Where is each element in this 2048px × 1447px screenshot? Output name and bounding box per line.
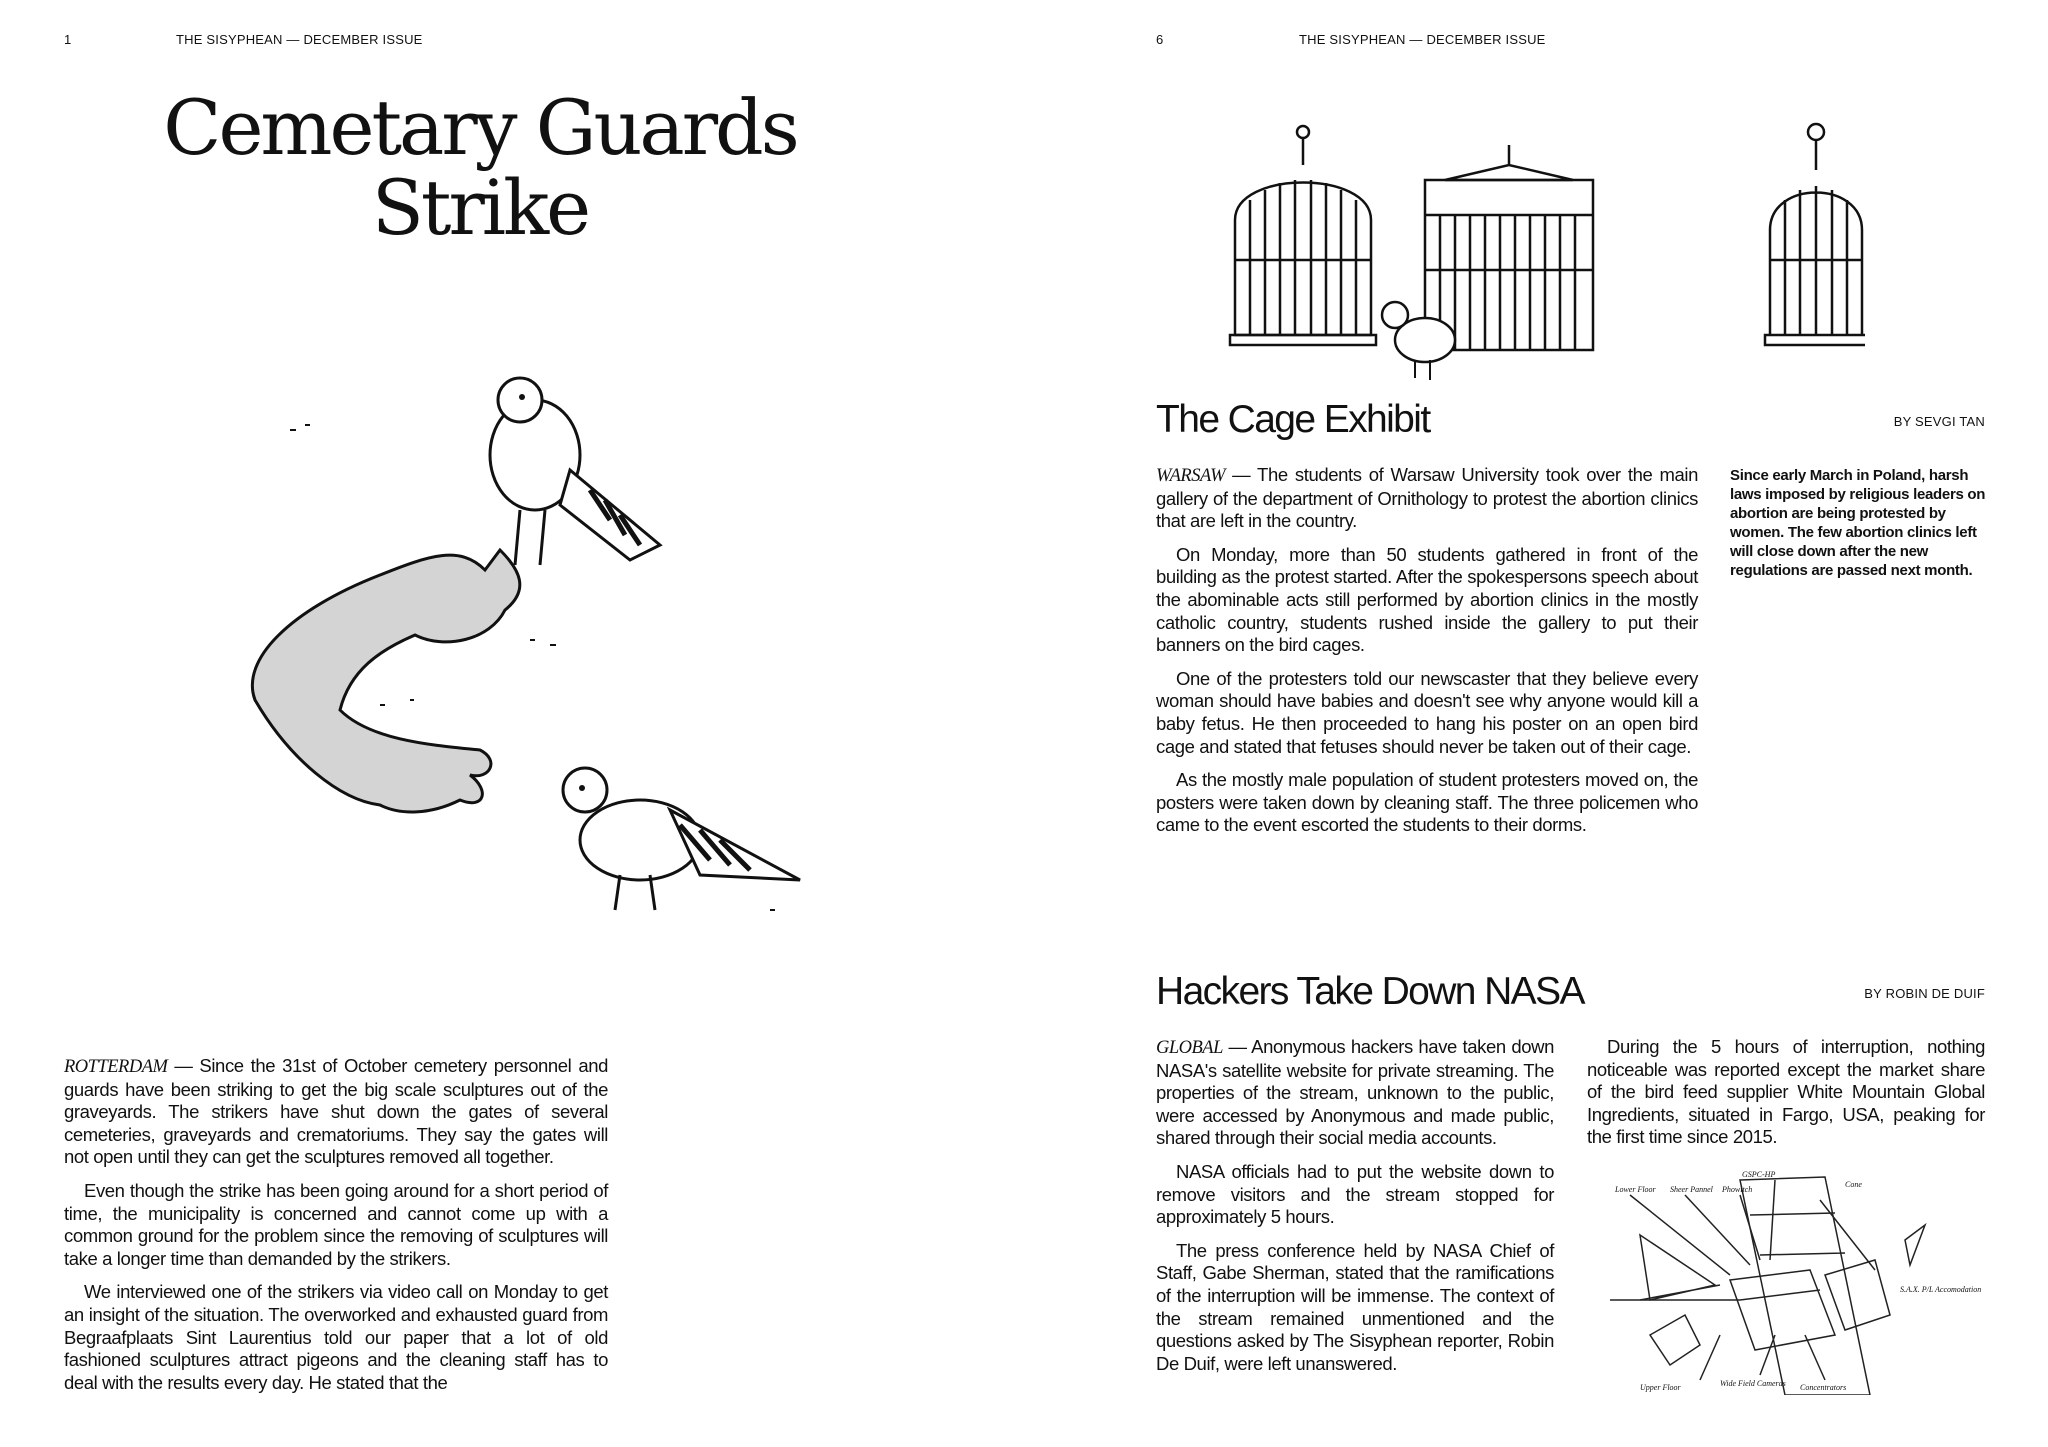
diagram-label: S.A.X. P/L Accomodation [1900,1285,1982,1294]
diagram-label: Lower Floor [1615,1185,1656,1194]
article-body-cemetary [64,1055,608,1405]
diagram-label: GSPC-HP [1742,1170,1776,1179]
title-line-1: Cemetary Guards [163,83,797,172]
paragraph: During the 5 hours of interruption, nothing noticeable was reported except the market share of the bird feed supplier White Mountain Global Ingredients, situated in Fargo, USA, peaking for the first time since 2015. [1587,1036,1985,1148]
diagram-label: Wide Field Cameras [1720,1379,1786,1388]
diagram-label: Phowitch [1722,1185,1753,1194]
paragraph: We interviewed one of the strikers via video call on Monday to get an insight of the situation. The overworked and exhausted guard from Begraafplaats Sint Laurentius told our paper that a lot of old fashioned sculptures attract pigeons and the cleaning staff has to deal with the results every day. He stated that the [64,1281,608,1393]
article-body-cage-exhibit [1156,464,1698,848]
sidebar-note: Since early March in Poland, harsh laws imposed by religious leaders on abortion are being protested by women. The few abortion clinics left will close down after the new regulations are passed next month. [1730,467,1986,579]
headline-hackers-nasa: Hackers Take Down NASA [1156,970,1584,1013]
diagram-label: Concentrators [1800,1383,1847,1392]
dateline: ROTTERDAM [64,1057,168,1077]
headline-cage-exhibit: The Cage Exhibit [1156,398,1430,441]
satellite-diagram [1610,1165,2000,1395]
paragraph: WARSAW — The students of Warsaw University took over the main gallery of the department of Ornithology to protest the abortion clinics that are left in the country. [1156,464,1698,532]
byline-robin-de-duif: BY ROBIN DE DUIF [1864,986,1985,1001]
running-head-left: THE SISYPHEAN — DECEMBER ISSUE [176,32,423,47]
paragraph: On Monday, more than 50 students gathered in front of the building as the protest started. After the spokespersons speech about the abominable acts still performed by abortion clinics in the mostly catholic country, students rushed inside the gallery to put their banners on the bird cages. [1156,543,1698,656]
paragraph: One of the protesters told our newscaster that they believe every woman should have babies and doesn't see why anyone would kill a baby fetus. He then proceeded to hang his poster on an open bird cage and stated that fetuses should never be taken out of their cage. [1156,667,1698,757]
bird-cages-illustration [1225,120,1865,385]
title-line-2: Strike [371,163,589,252]
paragraph: Even though the strike has been going around for a short period of time, the municipality is concerned and cannot come up with a common ground for the problem since the removing of sculptures will take a longer time than demanded by the strikers. [64,1179,608,1269]
dateline: WARSAW [1156,466,1225,486]
paragraph: NASA officials had to put the website down to remove visitors and the stream stopped for approximately 5 hours. [1156,1160,1554,1228]
dateline: GLOBAL [1156,1038,1223,1058]
paragraph: ROTTERDAM — Since the 31st of October cemetery personnel and guards have been striking to get the big scale sculptures out of the graveyards. The strikers have shut down the gates of several cemeteries, graveyards and crematoriums. They say the gates will not open until they can get the sculptures removed all together. [64,1055,608,1168]
diagram-label: Cone [1845,1180,1862,1189]
byline-sevgi-tan: BY SEVGI TAN [1893,414,1985,429]
article-body-nasa-col1 [1156,1036,1554,1386]
paragraph: GLOBAL — Anonymous hackers have taken down NASA's satellite website for private streaming. The properties of the stream, unknown to the public, were accessed by Anonymous and made public, shared through their social media accounts. [1156,1036,1554,1149]
paragraph: The press conference held by NASA Chief of Staff, Gabe Sherman, stated that the ramifications of the interruption will be immense. The context of the stream remained unmentioned and the questions asked by The Sisyphean reporter, Robin De Duif, were left unanswered. [1156,1239,1554,1374]
page-title [150,83,810,252]
page-number-right: 6 [1156,32,1164,47]
pigeons-hand-illustration [230,370,810,920]
running-head-right: THE SISYPHEAN — DECEMBER ISSUE [1299,32,1546,47]
paragraph: As the mostly male population of student protesters moved on, the posters were taken down by cleaning staff. The three policemen who came to the event escorted the students to their dorms. [1156,769,1698,836]
page-number-left: 1 [64,32,72,47]
diagram-label: Sheer Pannel [1670,1185,1713,1194]
article-body-nasa-col2 [1587,1036,1985,1160]
diagram-label: Upper Floor [1640,1383,1681,1392]
